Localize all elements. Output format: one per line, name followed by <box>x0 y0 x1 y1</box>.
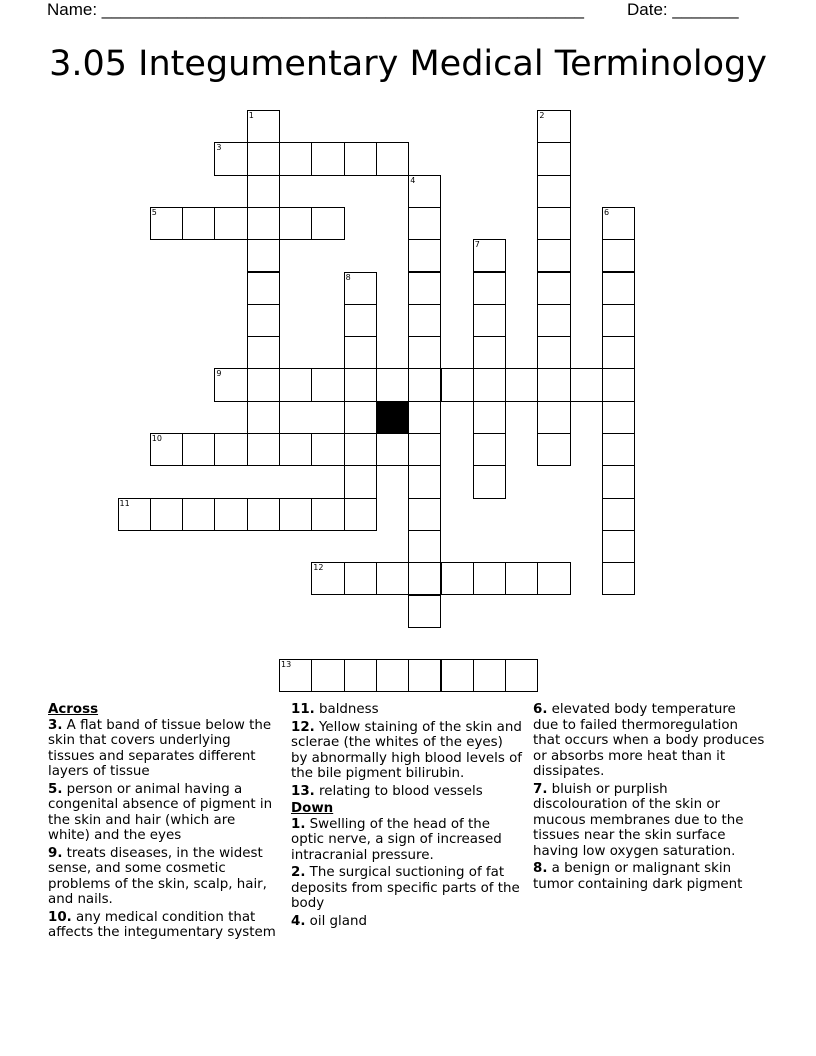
down-clue: 4. oil gland <box>291 913 367 929</box>
crossword-cell[interactable] <box>602 207 635 240</box>
crossword-cell[interactable] <box>408 368 441 401</box>
crossword-cell[interactable] <box>537 304 570 337</box>
crossword-cell[interactable] <box>473 272 506 305</box>
crossword-cell[interactable] <box>247 304 280 337</box>
crossword-cell[interactable] <box>376 433 409 466</box>
crossword-cell[interactable] <box>150 207 183 240</box>
crossword-cell[interactable] <box>247 368 280 401</box>
crossword-cell[interactable] <box>537 433 570 466</box>
crossword-cell[interactable] <box>408 207 441 240</box>
crossword-cell[interactable] <box>247 239 280 272</box>
crossword-cell[interactable] <box>602 272 635 305</box>
crossword-cell[interactable] <box>505 562 538 595</box>
crossword-cell[interactable] <box>247 498 280 531</box>
down-clue: 1. Swelling of the head of the optic nerve, a sign of increased intracranial pressure. <box>291 816 502 863</box>
across-clue: 11. baldness <box>291 702 379 717</box>
down-clue: 7. bluish or purplish discolouration of the skin or mucous membranes due to the tissues near the skin surface having low oxygen saturation. <box>533 781 744 859</box>
clue-number: 6 <box>604 207 610 217</box>
crossword-cell[interactable] <box>441 368 474 401</box>
crossword-cell[interactable] <box>247 175 280 208</box>
crossword-cell[interactable] <box>408 433 441 466</box>
crossword-cell[interactable] <box>344 401 377 434</box>
crossword-cell[interactable] <box>473 304 506 337</box>
crossword-cell[interactable] <box>311 659 344 692</box>
crossword-cell[interactable] <box>376 562 409 595</box>
down-clue: 6. elevated body temperature due to failed thermoregulation that occurs when a body produces or absorbs more heat than it dissipates. <box>533 702 765 779</box>
crossword-cell[interactable] <box>602 530 635 563</box>
date-field-label: Date: _______ <box>627 0 739 19</box>
clue-number: 9 <box>216 369 222 379</box>
crossword-cell[interactable] <box>279 142 312 175</box>
across-clue: 5. person or animal having a congenital absence of pigment in the skin and hair (which are white) and the eyes <box>48 781 273 843</box>
crossword-cell[interactable] <box>311 368 344 401</box>
clue-number: 1 <box>248 111 254 120</box>
clue-number: 2 <box>539 111 545 120</box>
crossword-cell[interactable] <box>279 207 312 240</box>
crossword-cell[interactable] <box>311 142 344 175</box>
crossword-cell[interactable] <box>247 433 280 466</box>
across-clue: 12. Yellow staining of the skin and sclerae (the whites of the eyes) by abnormally high blood levels of the bile pigment bilirubin. <box>291 719 523 781</box>
crossword-cell[interactable] <box>344 433 377 466</box>
clue-number: 4 <box>410 175 416 185</box>
crossword-cell[interactable] <box>537 562 570 595</box>
crossword-cell[interactable] <box>247 336 280 369</box>
crossword-cell[interactable] <box>602 368 635 401</box>
crossword-cell[interactable] <box>344 498 377 531</box>
crossword-cell[interactable] <box>537 142 570 175</box>
crossword-cell[interactable] <box>473 368 506 401</box>
crossword-cell[interactable] <box>537 110 570 143</box>
crossword-cell[interactable] <box>247 401 280 434</box>
clue-number: 10 <box>151 434 162 443</box>
crossword-cell[interactable] <box>344 304 377 337</box>
across-clue: 13. relating to blood vessels <box>291 783 483 799</box>
crossword-cell[interactable] <box>344 272 377 305</box>
crossword-cell[interactable] <box>537 272 570 305</box>
crossword-cell[interactable] <box>505 368 538 401</box>
crossword-cell[interactable] <box>408 659 441 692</box>
crossword-cell[interactable] <box>602 433 635 466</box>
crossword-cell[interactable] <box>602 239 635 272</box>
across-clue: 9. treats diseases, in the widest sense, and some cosmetic problems of the skin, scalp, hair, and nails. <box>48 845 267 907</box>
crossword-black-cell <box>376 401 409 434</box>
crossword-cell[interactable] <box>247 272 280 305</box>
crossword-cell[interactable] <box>311 207 344 240</box>
crossword-cell[interactable] <box>279 659 312 692</box>
crossword-cell[interactable] <box>408 530 441 563</box>
crossword-cell[interactable] <box>150 498 183 531</box>
crossword-cell[interactable] <box>182 207 215 240</box>
crossword-cell[interactable] <box>279 498 312 531</box>
crossword-cell[interactable] <box>182 433 215 466</box>
clues-column-2 <box>291 702 523 931</box>
crossword-cell[interactable] <box>473 659 506 692</box>
name-field-label: Name: ___________________________________________________ <box>47 0 584 19</box>
crossword-cell[interactable] <box>376 659 409 692</box>
crossword-cell[interactable] <box>473 465 506 498</box>
crossword-cell[interactable] <box>602 562 635 595</box>
clues-column-3 <box>533 702 765 894</box>
crossword-cell[interactable] <box>408 239 441 272</box>
crossword-cell[interactable] <box>473 562 506 595</box>
crossword-cell[interactable] <box>279 368 312 401</box>
across-clue: 3. A flat band of tissue below the skin that covers underlying tissues and separates different layers of tissue <box>48 717 272 779</box>
crossword-cell[interactable] <box>344 336 377 369</box>
crossword-cell[interactable] <box>214 207 247 240</box>
clue-number: 12 <box>313 563 324 573</box>
crossword-cell[interactable] <box>247 142 280 175</box>
page-title: 3.05 Integumentary Medical Terminology <box>49 44 767 84</box>
crossword-cell[interactable] <box>537 207 570 240</box>
crossword-cell[interactable] <box>408 595 441 628</box>
crossword-cell[interactable] <box>311 562 344 595</box>
crossword-cell[interactable] <box>279 433 312 466</box>
crossword-cell[interactable] <box>408 465 441 498</box>
crossword-cell[interactable] <box>408 401 441 434</box>
crossword-cell[interactable] <box>311 498 344 531</box>
crossword-cell[interactable] <box>182 498 215 531</box>
crossword-cell[interactable] <box>537 401 570 434</box>
crossword-cell[interactable] <box>344 659 377 692</box>
clue-number: 11 <box>119 498 130 508</box>
clue-number: 5 <box>151 207 157 217</box>
crossword-cell[interactable] <box>537 336 570 369</box>
clue-number: 3 <box>216 143 222 153</box>
crossword-cell[interactable] <box>344 368 377 401</box>
crossword-cell[interactable] <box>150 433 183 466</box>
crossword-cell[interactable] <box>441 562 474 595</box>
down-clue: 2. The surgical suctioning of fat deposits from specific parts of the body <box>291 865 520 911</box>
crossword-cell[interactable] <box>473 336 506 369</box>
crossword-cell[interactable] <box>344 465 377 498</box>
crossword-cell[interactable] <box>602 336 635 369</box>
crossword-cell[interactable] <box>408 272 441 305</box>
crossword-cell[interactable] <box>537 175 570 208</box>
crossword-cell[interactable] <box>602 465 635 498</box>
crossword-cell[interactable] <box>408 498 441 531</box>
crossword-cell[interactable] <box>214 368 247 401</box>
across-heading: Across <box>48 702 99 717</box>
crossword-cell[interactable] <box>214 142 247 175</box>
crossword-cell[interactable] <box>408 336 441 369</box>
crossword-cell[interactable] <box>344 562 377 595</box>
crossword-cell[interactable] <box>473 433 506 466</box>
crossword-cell[interactable] <box>408 175 441 208</box>
across-clue: 10. any medical condition that affects the integumentary system <box>48 909 276 940</box>
crossword-cell[interactable] <box>473 239 506 272</box>
crossword-cell[interactable] <box>441 659 474 692</box>
crossword-cell[interactable] <box>311 433 344 466</box>
crossword-cell[interactable] <box>537 368 570 401</box>
clue-number: 8 <box>345 272 351 282</box>
clues-column-1 <box>48 702 280 943</box>
down-clue: 8. a benign or malignant skin tumor containing dark pigment <box>533 861 743 892</box>
crossword-cell[interactable] <box>408 304 441 337</box>
crossword-cell[interactable] <box>376 368 409 401</box>
crossword-cell[interactable] <box>376 142 409 175</box>
crossword-cell[interactable] <box>344 142 377 175</box>
crossword-cell[interactable] <box>602 304 635 337</box>
crossword-cell[interactable] <box>408 562 441 595</box>
clue-number: 7 <box>474 240 480 250</box>
crossword-cell[interactable] <box>537 239 570 272</box>
clue-number: 13 <box>281 660 292 670</box>
crossword-cell[interactable] <box>602 498 635 531</box>
crossword-cell[interactable] <box>247 110 280 143</box>
crossword-cell[interactable] <box>118 498 151 531</box>
crossword-cell[interactable] <box>602 401 635 434</box>
down-heading: Down <box>291 801 334 816</box>
crossword-cell[interactable] <box>570 368 603 401</box>
crossword-cell[interactable] <box>505 659 538 692</box>
crossword-cell[interactable] <box>214 498 247 531</box>
crossword-cell[interactable] <box>247 207 280 240</box>
crossword-cell[interactable] <box>473 401 506 434</box>
crossword-cell[interactable] <box>214 433 247 466</box>
